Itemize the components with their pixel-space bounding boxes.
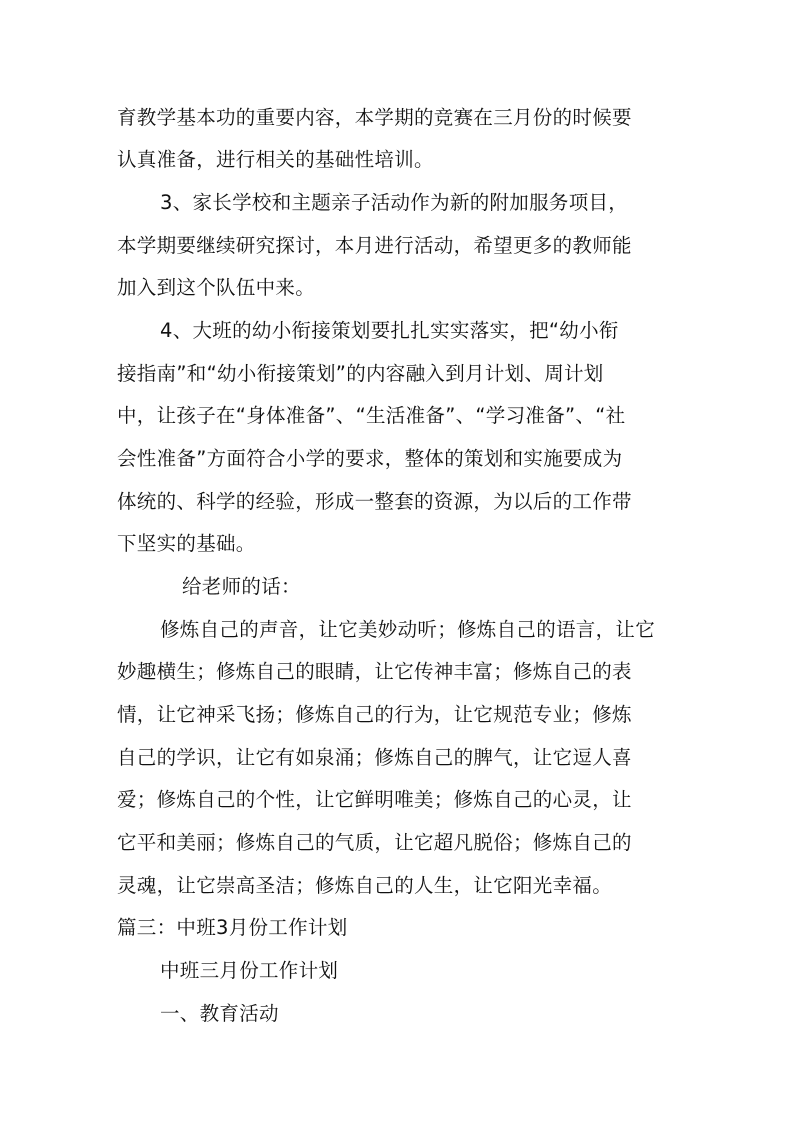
text-line: 接指南”和“幼小衔接策划”的内容融入到月计划、周计划 [117, 362, 604, 385]
paragraph-teacher-start: 修炼自己的声音，让它美妙动听；修炼自己的语言，让它 [160, 618, 656, 641]
paragraph-3-start: 3、家长学校和主题亲子活动作为新的附加服务项目， [160, 191, 629, 214]
text-line: 本学期要继续研究探讨，本月进行活动，希望更多的教师能 [117, 234, 632, 257]
text-line: 爱；修炼自己的个性，让它鲜明唯美；修炼自己的心灵，让 [117, 788, 632, 811]
section-heading-teacher-words: 给老师的话： [182, 575, 301, 598]
section-heading-education: 一、教育活动 [160, 1002, 279, 1025]
text-line: 认真准备，进行相关的基础性培训。 [117, 148, 434, 171]
text-line: 加入到这个队伍中来。 [117, 276, 316, 299]
text-line: 育教学基本功的重要内容，本学期的竞赛在三月份的时候要 [117, 106, 632, 129]
text-line: 情，让它神采飞扬；修炼自己的行为，让它规范专业；修炼 [117, 703, 632, 726]
text-line: 灵魂，让它崇高圣洁；修炼自己的人生，让它阳光幸福。 [117, 874, 613, 897]
text-line: 它平和美丽；修炼自己的气质，让它超凡脱俗；修炼自己的 [117, 831, 632, 854]
text-line: 自己的学识，让它有如泉涌；修炼自己的脾气，让它逗人喜 [117, 746, 632, 769]
text-line: 会性准备”方面符合小学的要求，整体的策划和实施要成为 [117, 447, 623, 470]
text-line: 体统的、科学的经验，形成一整套的资源，为以后的工作带 [117, 490, 632, 513]
text-line: 中，让孩子在“身体准备”、“生活准备”、“学习准备”、“社 [117, 404, 626, 427]
text-line: 妙趣横生；修炼自己的眼睛，让它传神丰富；修炼自己的表 [117, 660, 632, 683]
text-line: 下坚实的基础。 [117, 532, 256, 555]
chapter-heading: 篇三：中班3月份工作计划 [117, 916, 348, 939]
paragraph-4-start: 4、大班的幼小衔接策划要扎扎实实落实，把“幼小衔 [160, 319, 619, 342]
plan-title: 中班三月份工作计划 [160, 959, 339, 982]
